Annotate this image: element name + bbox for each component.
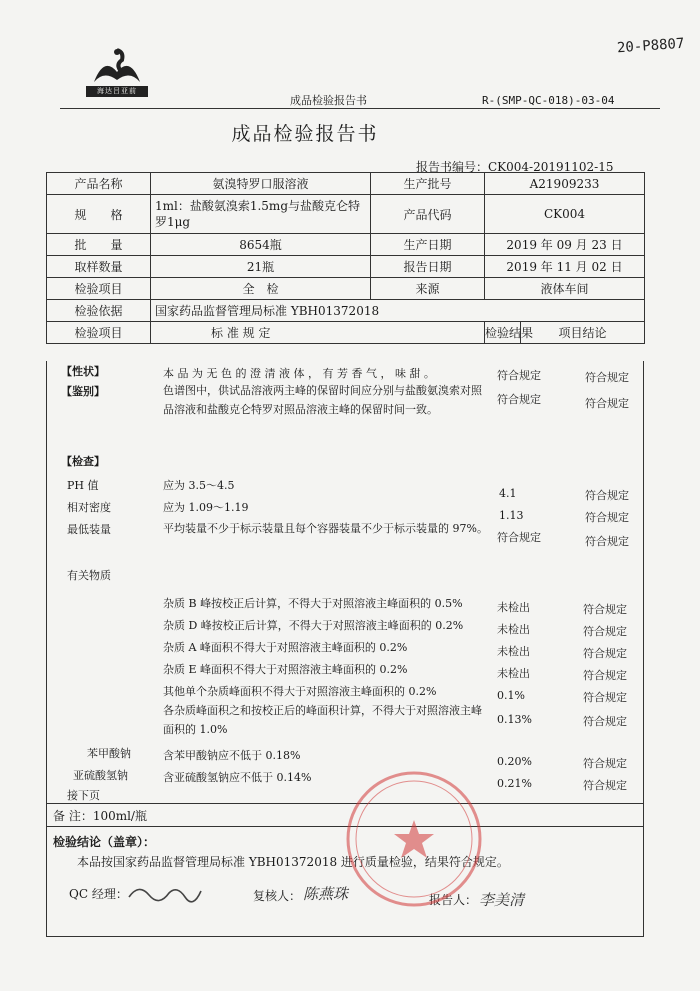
item-value: 全 检 — [151, 278, 371, 300]
ph-conclusion: 符合规定 — [585, 489, 629, 502]
bisulfite-conclusion: 符合规定 — [583, 779, 627, 792]
document-code: R-(SMP-QC-018)-03-04 — [482, 94, 615, 107]
item2-label: 检验项目 — [47, 322, 151, 344]
fill-conclusion: 符合规定 — [585, 535, 629, 548]
density-result: 1.13 — [499, 509, 524, 522]
quality-seal-icon — [343, 768, 485, 910]
impurity-a-conclusion: 符合规定 — [583, 647, 627, 660]
source-label: 来源 — [371, 278, 485, 300]
handwritten-note: 20-P8807 — [616, 35, 685, 57]
impurity-e-conclusion: 符合规定 — [583, 669, 627, 682]
conclusion-label: 检验结论（盖章）： — [53, 835, 156, 849]
fill-standard: 平均装量不少于标示装量且每个容器装量不少于标示装量的 97%。 — [163, 522, 488, 535]
qc-manager-signature-icon — [125, 877, 205, 913]
density-conclusion: 符合规定 — [585, 511, 629, 524]
test-body — [46, 361, 644, 804]
prod-date-label: 生产日期 — [371, 234, 485, 256]
sample-value: 21瓶 — [151, 256, 371, 278]
qty-value: 8654瓶 — [151, 234, 371, 256]
fill-result: 符合规定 — [497, 531, 541, 544]
remark: 备 注：100ml/瓶 — [53, 809, 147, 823]
bisulfite-label: 亚硫酸氢钠 — [73, 769, 128, 782]
conclusion-text: 本品按国家药品监督管理局标准 YBH01372018 进行质量检验，结果符合规定。 — [77, 855, 509, 869]
impurity-b-conclusion: 符合规定 — [583, 603, 627, 616]
impurity-other-standard: 其他单个杂质峰面积不得大于对照溶液主峰面积的 0.2% — [163, 685, 437, 698]
logo-caption: 海达吕亚前 — [86, 86, 148, 97]
appearance-conclusion: 符合规定 — [585, 371, 629, 384]
bisulfite-result: 0.21% — [497, 777, 532, 790]
report-date-value: 2019 年 11 月 02 日 — [485, 256, 645, 278]
ph-result: 4.1 — [499, 487, 517, 500]
appearance-result: 符合规定 — [497, 369, 541, 382]
ph-standard: 应为 3.5～4.5 — [163, 479, 235, 492]
benzoate-standard: 含苯甲酸钠应不低于 0.18% — [163, 749, 301, 762]
qc-manager-label: QC 经理： — [69, 887, 128, 901]
impurity-d-standard: 杂质 D 峰按校正后计算，不得大于对照溶液主峰面积的 0.2% — [163, 619, 464, 632]
impurity-total-standard: 各杂质峰面积之和按校正后的峰面积计算，不得大于对照溶液主峰面积的 1.0% — [163, 704, 482, 736]
impurity-e-result: 未检出 — [497, 667, 530, 680]
identification-result: 符合规定 — [497, 393, 541, 406]
section-appearance: 【性状】 — [61, 365, 105, 378]
spec-value: 1ml：盐酸氨溴索1.5mg与盐酸克仑特罗1μg — [151, 195, 371, 234]
conclusion-label: 项目结论 — [521, 322, 645, 344]
product-name-label: 产品名称 — [47, 173, 151, 195]
impurity-total-result: 0.13% — [497, 713, 532, 726]
fill-label: 最低装量 — [67, 523, 111, 536]
ph-label: PH 值 — [67, 479, 99, 492]
impurity-b-result: 未检出 — [497, 601, 530, 614]
benzoate-label: 苯甲酸钠 — [87, 747, 131, 760]
impurity-d-result: 未检出 — [497, 623, 530, 636]
next-page-note: 接下页 — [67, 789, 100, 802]
impurity-other-conclusion: 符合规定 — [583, 691, 627, 704]
density-label: 相对密度 — [67, 501, 111, 514]
section-inspection: 【检查】 — [61, 455, 105, 468]
source-value: 液体车间 — [485, 278, 645, 300]
batch-value: A21909233 — [485, 173, 645, 195]
impurity-d-conclusion: 符合规定 — [583, 625, 627, 638]
reporter-signature: 李美清 — [479, 891, 525, 909]
related-substances-label: 有关物质 — [67, 569, 111, 582]
benzoate-conclusion: 符合规定 — [583, 757, 627, 770]
item-label: 检验项目 — [47, 278, 151, 300]
density-standard: 应为 1.09～1.19 — [163, 501, 249, 514]
reporter-label: 报告人： — [429, 893, 478, 907]
header-divider — [60, 108, 660, 109]
code-value: CK004 — [485, 195, 645, 234]
impurity-e-standard: 杂质 E 峰面积不得大于对照溶液主峰面积的 0.2% — [163, 663, 408, 676]
benzoate-result: 0.20% — [497, 755, 532, 768]
section-identification: 【鉴别】 — [61, 385, 105, 398]
impurity-total-conclusion: 符合规定 — [583, 715, 627, 728]
prod-date-value: 2019 年 09 月 23 日 — [485, 234, 645, 256]
sample-label: 取样数量 — [47, 256, 151, 278]
reviewer-label: 复核人： — [253, 889, 302, 903]
code-label: 产品代码 — [371, 195, 485, 234]
impurity-other-result: 0.1% — [497, 689, 525, 702]
identification-conclusion: 符合规定 — [585, 397, 629, 410]
impurity-a-standard: 杂质 A 峰面积不得大于对照溶液主峰面积的 0.2% — [163, 641, 408, 654]
standard-label: 标 准 规 定 — [151, 322, 485, 344]
report-date-label: 报告日期 — [371, 256, 485, 278]
impurity-b-standard: 杂质 B 峰按校正后计算，不得大于对照溶液主峰面积的 0.5% — [163, 597, 463, 610]
basis-label: 检验依据 — [47, 300, 151, 322]
reviewer-signature: 陈燕珠 — [303, 885, 349, 903]
info-table — [46, 172, 645, 344]
impurity-a-result: 未检出 — [497, 645, 530, 658]
batch-label: 生产批号 — [371, 173, 485, 195]
basis-value: 国家药品监督管理局标准 YBH01372018 — [151, 300, 645, 322]
page-title: 成品检验报告书 — [231, 123, 379, 145]
bisulfite-standard: 含亚硫酸氢钠应不低于 0.14% — [163, 771, 312, 784]
header-title: 成品检验报告书 — [290, 94, 367, 107]
qty-label: 批 量 — [47, 234, 151, 256]
appearance-standard: 本 品 为 无 色 的 澄 清 液 体 ， 有 芳 香 气 ， 味 甜 。 — [163, 367, 435, 380]
identification-standard: 色谱图中，供试品溶液两主峰的保留时间应分别与盐酸氨溴索对照品溶液和盐酸克仑特罗对照品溶液主峰的保留时间一致。 — [163, 384, 482, 416]
report-number: 报告书编号：CK004-20191102-15 — [416, 160, 614, 174]
result-label: 检验结果 — [485, 322, 521, 344]
product-name-value: 氨溴特罗口服溶液 — [151, 173, 371, 195]
spec-label: 规 格 — [47, 195, 151, 234]
